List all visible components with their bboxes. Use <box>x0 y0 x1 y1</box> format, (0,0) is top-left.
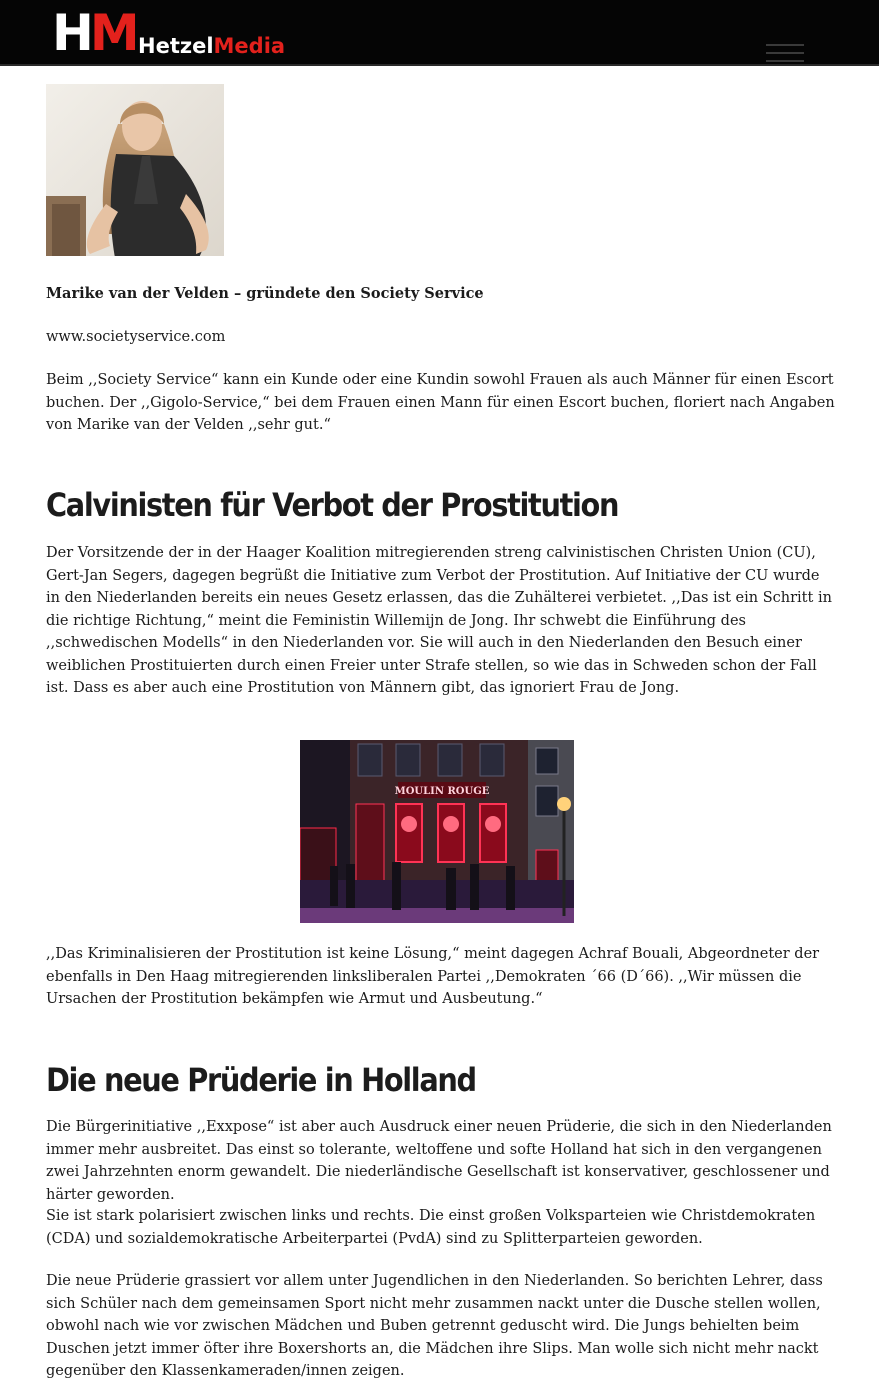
section-heading-calvinists: Calvinisten für Verbot der Prostitution <box>46 486 619 524</box>
moulin-rouge-photo <box>300 740 574 923</box>
pruderie-paragraph-1: Die Bürgerinitiative ,,Exxpose“ ist aber auch Ausdruck einer neuen Prüderie, die sich in den Niederlanden immer mehr ausbreitet. Das einst so tolerante, weltoffene und softe Holland hat sich in den vergangenen zwei Jahrzehnten enorm gewandelt. Die niederländische Gesellschaft ist konservativer, geschlossener und härter geworden. <box>46 1119 832 1203</box>
logo-wordmark: HetzelMedia <box>138 34 286 58</box>
menu-toggle-icon[interactable] <box>760 40 810 66</box>
pruderie-paragraph-3: Die neue Prüderie grassiert vor allem unter Jugendlichen in den Niederlanden. So berichten Lehrer, dass sich Schüler nach dem gemeinsamen Sport nicht mehr zusammen nackt unter die Dusche stellen wollen, obwohl nach wie vor zwischen Mädchen und Buben getrennt geduscht wird. Die Jungs behielten beim Duschen jetzt immer öfter ihre Boxershorts an, die Mädchen ihre Slips. Man wolle sich nicht mehr nackt gegenüber den Klassenkameraden/innen zeigen. <box>46 1273 823 1379</box>
bouali-quote-paragraph: ,,Das Kriminalisieren der Prostitution ist keine Lösung,“ meint dagegen Achraf Bouali, Abgeordneter der ebenfalls in Den Haag mitregierenden linksliberalen Partei ,,Demokraten ´66 (D´66). ,,Wir müssen die Ursachen der Prostitution bekämpfen wie Armut und Ausbeutung.“ <box>46 946 820 1007</box>
portrait-photo <box>46 84 224 263</box>
intro-paragraph: Beim ,,Society Service“ kann ein Kunde oder eine Kundin sowohl Frauen als auch Männer für einen Escort buchen. Der ,,Gigolo-Service,“ bei dem Frauen einen Mann für einen Escort buchen, floriert nach Angaben von Marike van der Velden ,,sehr gut.“ <box>46 372 835 433</box>
pruderie-paragraph-2: Sie ist stark polarisiert zwischen links und rechts. Die einst großen Volksparteien wie Christdemokraten (CDA) und sozialdemokratische Arbeiterpartei (PvdA) sind zu Splitterparteien geworden. <box>46 1208 816 1247</box>
website-link[interactable]: www.societyservice.com <box>46 329 226 345</box>
logo-monogram: HM <box>52 4 136 62</box>
portrait-caption: Marike van der Velden – gründete den Society Service <box>46 285 484 302</box>
site-header <box>0 0 879 66</box>
calvinists-paragraph: Der Vorsitzende der in der Haager Koalition mitregierenden streng calvinistischen Christen Union (CU), Gert-Jan Segers, dagegen begrüßt die Initiative zum Verbot der Prostitution. Auf Initiative der CU wurde in den Niederlanden bereits ein neues Gesetz erlassen, das die Zuhälterei verbietet. ,,Das ist ein Schritt in die richtige Richtung,“ meint die Feministin Willemijn de Jong. Ihr schwebt die Einführung des ,,schwedischen Modells“ in den Niederlanden vor. Sie will auch in den Niederlanden den Besuch einer weiblichen Prostituierten durch einen Freier unter Strafe stellen, so wie das in Schweden schon der Fall ist. Dass es aber auch eine Prostitution von Männern gibt, das ignoriert Frau de Jong. <box>46 545 832 696</box>
club-sign-text: MOULIN ROUGE <box>394 786 490 797</box>
section-heading-pruderie: Die neue Prüderie in Holland <box>46 1061 476 1099</box>
